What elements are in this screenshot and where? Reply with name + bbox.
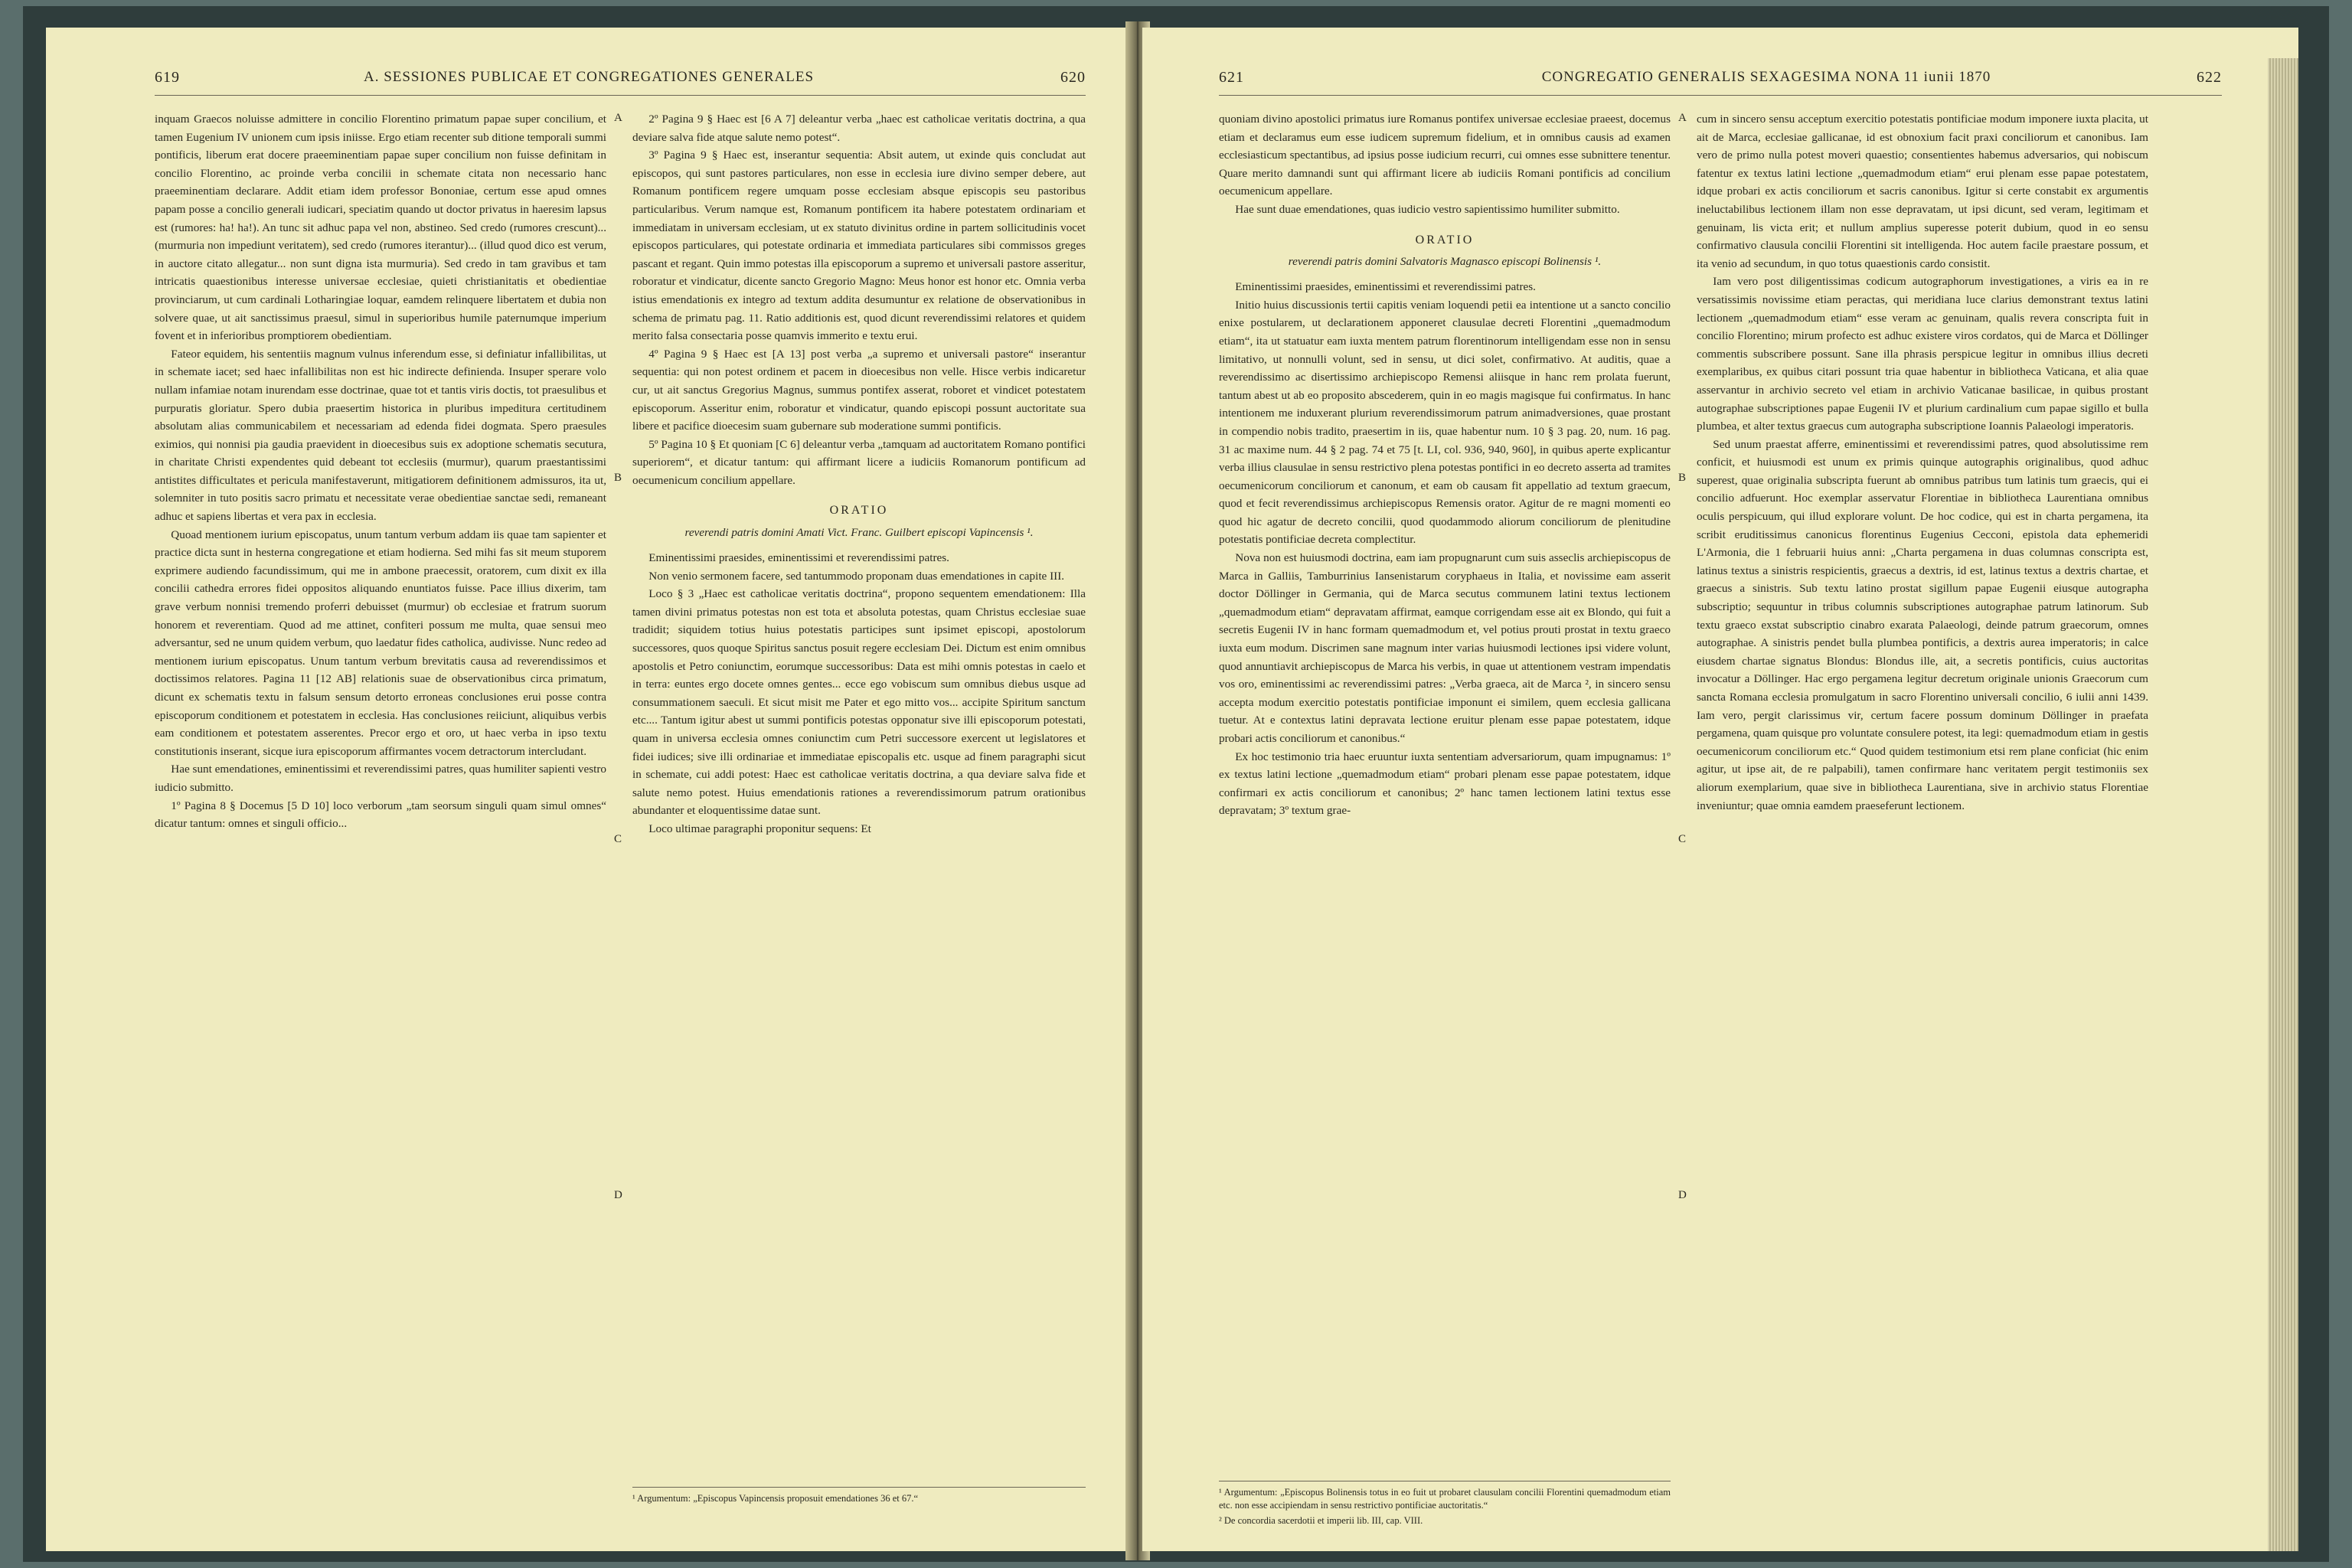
paragraph: 1º Pagina 8 § Docemus [5 D 10] loco verborum „tam seorsum singuli quam simul omnes“ dicatur tantum: omnes et singuli officio... — [155, 799, 606, 831]
margin-marker-b: B — [614, 472, 622, 484]
paragraph: Hae sunt emendationes, eminentissimi et reverendissimi patres, quas humiliter sapienti vestro iudicio submitto. — [155, 763, 606, 794]
paragraph: Initio huius discussionis tertii capitis veniam loquendi petii ea intentione ut a sancto concilio enixe postularem, ut declarationem apponeret clausulae decreti Florentini „quemadmodum etiam“, ita ut statuatur eam iuxta mentem patrum florentinorum intelligendam esse non in sensu limitativo, ut nonnulli volunt, sed in sensu, ut dici solet, confirmativo. At auditis, quae a reverendissimo ac disertissimo archiepiscopo Remensi aliisque in hanc rem prolata fuerunt, tantum abest ut ab eo proposito abscederem, quin in eo magis magisque fui confirmatus. In hanc intentionem me induxerant plurium reverendissimorum patrum animadversiones, quae prostant in compendio nobis tradito, praesertim in iis, quae habentur num. 10 § 3 pag. 20, num. 16 pag. 31 ac maxime num. 44 § 2 pag. 74 et 75 [t. LI, col. 936, 940, 960], in quibus aperte explicantur verba illius clausulae in sensu restrictivo plena potestas pontifici in eo decreto asserta ad tramites oecumenicorum conciliorum et canonum, et eam ob causam fit appellatio ad textum graecum, quod et fecit reverendissimus archiepiscopus Remensis orator. Agitur de re magni momenti eo quod hic agatur de decreto concilii, quod quodammodo aliorum conciliorum de plenitudine potestatis pontificiae decreta complectitur. — [1219, 298, 1671, 547]
text-column-left — [155, 110, 606, 833]
paragraph: cum in sincero sensu acceptum exercitio potestatis pontificiae modum imponere iuxta placita, ut ait de Marca, ecclesiae gallicanae, id est obnoxium facit praxi conciliorum et canonibus. Iam vero de primo nulla potest moveri quaestio; consentientes habemus adversarios, qui nobiscum fatentur ex textus latini lectione „quemadmodum etiam“ erui plenam esse papae potestatem, idque probari ex actis conciliorum et sacris canonibus. Igitur si certe constabit ex argumentis ineluctabilibus lectionem illam non esse depravatam, ut ipsi dicunt, sed veram, legitimam et genuinam, lis victa erit; et nullum amplius superesse poterit dubium, quod in eo sensu confirmativo clausula concilii Florentini sit intelligenda. Hoc autem facile praestare possum, et ita venio ad secundum, in quo totus quaestionis cardo consistit. — [1697, 113, 2148, 270]
margin-marker-d: D — [614, 1189, 622, 1201]
footnote: ¹ Argumentum: „Episcopus Vapincensis proposuit emendationes 36 et 67.“ — [632, 1493, 919, 1504]
oratio-subheading: reverendi patris domini Salvatoris Magnasco episcopi Bolinensis ¹. — [1288, 255, 1602, 269]
margin-marker-c: C — [1678, 833, 1687, 845]
paragraph: Sed unum praestat afferre, eminentissimi et reverendissimi patres, quod absolutissime rem conficit, et huiusmodi est unum ex primis quinque autographis originalibus, quod adhuc superest, quae originalia subscripta fuerunt ab omnibus patribus tum latinis tum graecis, qui ei concilio adfuerunt. Hoc exemplar asservatur Florentiae in bibliotheca Laurentiana omnibus oculis perspicuum, qui illud explorare volunt. De hoc codice, qui est in charta pergamena, ita scribit eruditissimus canonicus florentinus Eugenius Cecconi, epistola data ephemeridi L'Armonia, die 1 februarii huius anni: „Charta pergamena in duas columnas conscripta est, latinus textus a sinistris respicientis, graecus a dextris, id est, latinus textus a dextris chartae, et graecus a sinistris. Sub textu latino prostat sigillum papae Eugenii eiusque autographa subscriptio; sequuntur in tribus columnis subscriptiones autographae patrum latinorum. Sub textu graeco exstat subscriptio cinabro exarata Palaeologi, deinde patrum graecorum, omnes autographae. A sinistris pendet bulla plumbea pontificis, a dextris aurea imperatoris; in calce eiusdem chartae signatus Blondus: Blondus ille, ait, a secretis pontificis, cuius auctoritas invocatur a Döllinger. Hac ergo pergamena legitur decretum originale unionis Graecorum cum sancta Romana ecclesia promulgatum in sacro Florentino universali concilio, 6 iulii anni 1439. Iam vero, pergit clarissimus vir, certum facere possum dominum Döllinger in praefata pergamena, quam quisque pro voluntate consulere potest, ita legi: quemadmodum etiam in gestis oecumenicorum conciliorum etc.“ Quod quidem testimonium etsi rem plane conficiat (hic enim agitur, ut ipse ait, de re palpabili), tamen confirmare hanc veritatem pergit testimoniis sex aliorum exemplarium, quae sive in bibliotheca Laurentiana, sive in archivio status Florentiae inveniuntur; quae omnia eamdem praeseferunt lectionem. — [1697, 437, 2148, 812]
page-edges — [2268, 58, 2298, 1551]
right-page — [1142, 28, 2298, 1551]
paragraph: 5º Pagina 10 § Et quoniam [C 6] deleantur verba „tamquam ad auctoritatem Romano pontifici superiorem“, et dicatur tantum: qui affirmant licere a iudiciis Romanorum pontificum ad oecumenicum concilium appellare. — [632, 437, 1086, 487]
text-column-right — [1697, 110, 2148, 815]
page-number-right: 622 — [2197, 69, 2222, 86]
running-title-right: CONGREGATIO GENERALIS SEXAGESIMA NONA 11 iunii 1870 — [1541, 69, 1991, 85]
paragraph: Eminentissimi praesides, eminentissimi et reverendissimi patres. — [1235, 280, 1536, 294]
running-title-left: A. SESSIONES PUBLICAE ET CONGREGATIONES GENERALES — [363, 69, 815, 85]
footnote: ¹ Argumentum: „Episcopus Bolinensis totus in eo fuit ut probaret clausulam concilii Florentini quemadmodum etiam etc. non esse accipiendam in sensu restrictivo pontificiae auctoritatis.“ — [1219, 1487, 1671, 1511]
margin-marker-c: C — [614, 833, 622, 845]
paragraph: Hae sunt duae emendationes, quas iudicio vestro sapientissimo humiliter submitto. — [1235, 202, 1620, 216]
header-rule — [155, 95, 1086, 96]
footnotes-right — [1219, 1481, 1671, 1530]
paragraph: 2º Pagina 9 § Haec est [6 A 7] deleantur verba „haec est catholicae veritatis doctrina, a qua deviare salva fide atque salute nemo potest“. — [632, 113, 1086, 144]
text-column-right — [632, 110, 1086, 838]
footnotes-left — [632, 1487, 1086, 1508]
paragraph: Ex hoc testimonio tria haec eruuntur iuxta sententiam adversariorum, quam impugnamus: 1º ex textus latini lectione „quemadmodum etiam“ probari plenam esse papae potestatem, idque confirmari ex actis conciliorum et canonibus; 2º hanc tamen lectionem latini textus esse depravatam; 3º textum grae- — [1219, 750, 1671, 818]
margin-marker-b: B — [1678, 472, 1687, 484]
open-book — [23, 6, 2329, 1562]
paragraph: Non venio sermonem facere, sed tantummodo proponam duas emendationes in capite III. — [648, 569, 1065, 583]
paragraph: Loco ultimae paragraphi proponitur sequens: Et — [648, 822, 871, 835]
paragraph: Fateor equidem, his sententiis magnum vulnus inferendum esse, si definiatur infallibilitas, ut in schemate iacet; sed haec infallibilitas non est hic indirecte definienda. Insuper sperare volo nullam infamiae notam inurendam esse doctrinae, quae tot et tantis viris doctis, tot praesulibus et purpuratis gloriatur. Spero dubia praesertim historica in pluribus impeditura certitudinem absolutam alias communicabilem et necessariam ad edenda fidei dogmata. Spero praesules eximios, qui nonnisi pia gaudia praevident in dioecesibus suis ex adoptione schematis secutura, in charitate Christi expendentes quid debeant tot ecclesiis (murmur), quarum praestantissimi antistites difficultates et pericula manifestaverunt, mitigatiorem definitionem admissuros, ita ut, solemniter in tuto positis sacro primatu et necessitate verae obedientiae sanctae sedi, remaneant adhuc et sapiens libertas et vera pax in ecclesia. — [155, 347, 606, 524]
footnote: ² De concordia sacerdotii et imperii lib. III, cap. VIII. — [1219, 1515, 1423, 1526]
paragraph: 3º Pagina 9 § Haec est, inserantur sequentia: Absit autem, ut exinde quis concludat aut episcopos, qui sunt pastores particulares, non esse in ecclesia iure divino semper debere, aut Romanum pontificem regere umquam posse ecclesiam absque episcopis seu pastoribus particularibus. Verum namque est, Romanum pontificem ita habere potestatem ordinariam et immediatam in universam ecclesiam, ut ex statuto divinitus ordine in partem sollicitudinis vocet episcopos particulares, qui potestate ordinaria et immediata particulares sibi commissos greges pascant et regant. Quin immo potestas illa episcoporum a supremo et universali pastore asseritur, roboratur et vindicatur, dicente sancto Gregorio Magno: Meus honor est honor etc. Omnia verba istius emendationis ex integro ad textum addita desumuntur ex relatione de observationibus in schema de primatu pag. 11. Ratio additionis est, quod dicunt reverendissimi relatores et quidem merito falsa consectaria posse quamvis immerito e textu erui. — [632, 149, 1086, 343]
header-rule — [1219, 95, 2222, 96]
oratio-heading: ORATIO — [829, 504, 889, 518]
paragraph: inquam Graecos noluisse admittere in concilio Florentino primatum papae super concilium, et tamen Eugenium IV unionem cum ipsis iniisse. Ergo etiam recenter sub ditione temporali summi pontificis, liberum erat docere praeeminentiam papae super concilium non fuisse definitam in concilio Florentino, ac proinde verba concilii in schemate citata non necessario hanc praeeminentiam declarare. Addit etiam idem professor Bononiae, certum esse apud omnes papam posse a concilio generali iudicari, speciatim quando ut doctor privatus in haeresim lapsus est (rumores: ha! ha!). An tunc sit adhuc papa vel non, abstineo. Sed credo (rumores crescunt)... (murmuria non impediunt veritatem), sed credo (rumores iterantur)... (illud quod dico est verum, in auctore citato allegatur... non sunt digna ista murmuria). Sed credo in tam gravibus et tam intricatis quaestionibus interesse universae ecclesiae, quieti christianitatis et obedientiae provinciarum, ut cum cardinali Lotharingiae loquar, eamdem relinquere libertatem et dubia non solvere quae, ut ait sanctissimus praesul, simul in superioribus humile paternumque imperium fovent et in inferioribus promptiorem obedientiam. — [155, 113, 606, 343]
paragraph: Loco § 3 „Haec est catholicae veritatis doctrina“, propono sequentem emendationem: Illa tamen divini primatus potestas non est tota et absoluta potestas, quam Christus ecclesiae suae tradidit; siquidem totius huius potestatis participes sunt ipsimet episcopi, apostolorum successores, quos quoque Spiritus sanctus posuit regere ecclesiam Dei. Dictum est enim omnibus apostolis et Petro coniunctim, eorumque successoribus: Data est mihi omnis potestas in caelo et in terra: euntes ergo docete omnes gentes... ecce ego vobiscum sum omnibus diebus usque ad consummationem saeculi. Et sicut misit me Pater et ego mitto vos... accipite Spiritum sanctum etc.... Tantum igitur abest ut summi pontificis potestas opponatur sive illi episcoporum potestati, quam in universa ecclesia omnes coniunctim cum Petri successore exercent ut legislatores et fidei iudices; sive illi ordinariae et immediatae episcopalis etc. usque ad finem paragraphi sicut in schemate, cui addi potest: Haec est catholicae veritatis doctrina, a qua deviare salva fide et salute nemo potest. Huius emendationis rationes a reverendissimorum patrum orationibus abundanter et eloquentissime datae sunt. — [632, 587, 1086, 818]
paragraph: Quoad mentionem iurium episcopatus, unum tantum verbum addam iis quae tam sapienter et practice dicta sunt in hesterna congregatione et etiam hodierna. Sed mihi fas sit meum stuporem exprimere audiendo facundissimum, qui me in ambone praecessit, oratorem, cum dixit ex illa concilii cathedra errores fidei oppositos aliquando enuntiatos fuisse. Pace illius dixerim, tam grave verbum nonnisi tremendo proferri debuisset (murmur) ob ecclesiae et fratrum suorum honorem et reverentiam. Quod ad me attinet, confiteri possum me multa, quae sensui meo adversantur, sed ne unum quidem verbum, quo laedatur fides catholica, audivisse. Nunc redeo ad mentionem iurium episcopatus. Unum tantum verbum brevitatis causa ad reverendissimos et doctissimos relatores. Pagina 11 [12 AB] relationis suae de observationibus circa primatum, dicunt ex schematis textu in falsum sensum detorto erroneas conclusiones erui posse contra episcoporum conditionem et potestatem in ecclesia. Has conclusiones reiiciunt, aliquibus verbis eam conditionem et potestatem asserentes. Precor ergo et oro, ut haec verba in ipso textu constitutionis inserant, sicque iura episcoporum affirmantes vocem detractorum intercludant. — [155, 528, 606, 758]
paragraph: quoniam divino apostolici primatus iure Romanus pontifex universae ecclesiae praeest, docemus etiam et declaramus eum esse iudicem supremum fidelium, et in omnibus causis ad examen ecclesiasticum spectantibus, ad ipsius posse iudicium recurri, cui omnes esse subnittere tenentur. Quare merito damnandi sunt qui affirmant licere ab iudiciis Romani pontificis ad concilium oecumenicum appellare. — [1219, 113, 1671, 198]
oratio-subheading: reverendi patris domini Amati Vict. Franc. Guilbert episcopi Vapincensis ¹. — [684, 526, 1034, 540]
paragraph: Iam vero post diligentissimas codicum autographorum investigationes, a viris ea in re versatissimis novissime etiam peractas, qui meridiana luce clarius demonstrant textus latini lectionem „quemadmodum etiam“ esse veram ac genuinam, qualis revera conscripta fuit in concilio Florentino; mirum profecto est adhuc existere viros cordatos, qui de Marca et Döllinger commentis subscribere possunt. Sane illa phrasis perspicue legitur in omnibus illius decreti exemplaribus, ex quibus citari possunt tria quae habentur in bibliotheca Vaticana, et alia quae asservantur in archivio secreto vel etiam in archivio Vaticanae basilicae, in quibus prostant autographae subscriptiones papae Eugenii IV et plurium cardinalium cum papae sigillo et bulla plumbea, et alter textus graecus cum autographa subscriptione Ioannis Palaeologi imperatoris. — [1697, 275, 2148, 433]
paragraph: Eminentissimi praesides, eminentissimi et reverendissimi patres. — [648, 551, 949, 565]
text-column-left — [1219, 110, 1671, 820]
paragraph: 4º Pagina 9 § Haec est [A 13] post verba „a supremo et universali pastore“ inserantur sequentia: qui non potest ordinem et pacem in dioecesibus non velle. Hisce verbis indicaretur cur, ut ait sanctus Gregorius Magnus, summus pontifex asserat, roboret et vindicet potestatem episcoporum. Asseritur enim, roboratur et vindicatur, quando episcopi possunt auctoritate sua libere et pacifice dioecesim suam gubernare sub moderatione summi pontificis. — [632, 347, 1086, 433]
page-number-left: 619 — [155, 69, 180, 86]
paragraph: Nova non est huiusmodi doctrina, eam iam propugnarunt cum suis asseclis archiepiscopus de Marca in Galliis, Tamburrinius Iansenistarum coryphaeus in Italia, et novissime eam asserit doctor Döllinger in Germania, qui de Marca secutus communem latini textus lectionem „quemadmodum etiam“ depravatam affirmat, eamque corrigendam esse ait ex Blondo, qui fuit a secretis Eugenii IV in hanc formam quemadmodum et, vel potius prouti prostat in textu graeco iuxta eum modum. Discrimen sane magnum inter varias huiusmodi lectiones ipsi videre volunt, quod annuntiavit archiepiscopus de Marca his verbis, in quae ut attentionem vestram impendatis vos oro, eminentissimi ac reverendissimi patres: „Verba graeca, ait de Marca ², in sincero sensu accepta modum exercitio potestatis pontificiae imponunt ei similem, quem ecclesia gallicana tuetur. At e contextus latini depravata lectione eruitur plenam esse papae potestatem, idque probari actis conciliorum et canonibus.“ — [1219, 551, 1671, 745]
margin-marker-a: A — [614, 112, 622, 124]
left-page-header — [46, 69, 1132, 92]
left-page — [46, 28, 1132, 1551]
margin-marker-d: D — [1678, 1189, 1687, 1201]
right-page-header — [1142, 69, 2298, 92]
oratio-heading: ORATIO — [1415, 233, 1475, 247]
page-number-left: 621 — [1219, 69, 1244, 86]
margin-marker-a: A — [1678, 112, 1687, 124]
page-number-right: 620 — [1060, 69, 1086, 86]
